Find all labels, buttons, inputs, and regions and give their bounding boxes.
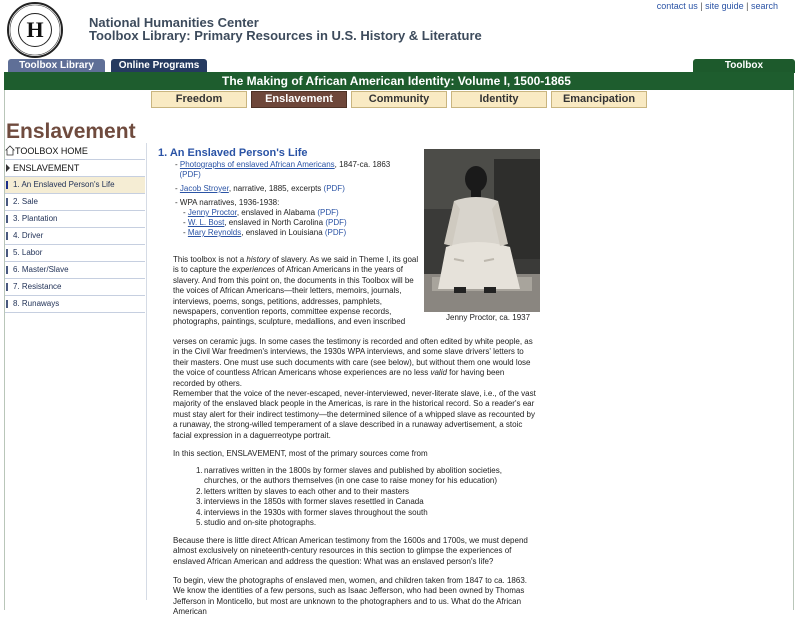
tab-toolbox[interactable]: Toolbox: [693, 59, 795, 73]
sidebar-item-label: TOOLBOX HOME: [15, 146, 88, 156]
text-emphasis: experiences: [232, 265, 276, 275]
sidebar-item-resistance[interactable]: [5, 279, 145, 296]
list-bullet: 4.: [196, 507, 203, 517]
arrow-right-icon: [6, 164, 10, 172]
mary-reynolds-link[interactable]: Mary Reynolds: [187, 228, 242, 237]
intro-paragraph: [173, 255, 423, 328]
list-item-text: narratives written in the 1800s by former slaves and published by abolition societies, churches, or the authors themselves (in one case to raise money for his education): [204, 466, 502, 486]
sidebar-item-label: 4. Driver: [13, 231, 44, 240]
seal-letter: H: [26, 17, 44, 42]
wpa-label: WPA narratives, 1936-1938:: [179, 198, 280, 207]
text-run: This toolbox is not a: [173, 255, 247, 264]
theme-tab-emancipation[interactable]: Emancipation: [551, 91, 647, 108]
sidebar-item-driver[interactable]: [5, 228, 145, 245]
wl-bost-link[interactable]: W. L. Bost: [187, 218, 225, 227]
list-bullet: 1.: [196, 466, 203, 475]
sidebar-item-plantation[interactable]: [5, 211, 145, 228]
resource-item: - Photographs of enslaved African Americans, 1847-ca. 1863 (PDF): [175, 160, 391, 179]
intro-paragraph-continued: [173, 337, 538, 389]
photographs-paragraph: To begin, view the photographs of enslaved men, women, and children taken from 1847 to ca. 1863. We know the identities of a few persons, such as Isaac Jefferson, who had been owned by Thomas Jefferson in Monticello, but most are unknown to the photographers and to us. What do the African American: [173, 576, 527, 617]
org-title[interactable]: National Humanities Center: [89, 15, 259, 30]
contact-us-link[interactable]: contact us: [656, 1, 698, 11]
theme-tab-freedom[interactable]: Freedom: [151, 91, 247, 108]
resource-list: [175, 160, 390, 242]
org-subtitle[interactable]: Toolbox Library: Primary Resources in U.S. History & Literature: [89, 28, 482, 43]
bullet-icon: [6, 215, 8, 223]
sidebar-item-label: 7. Resistance: [13, 282, 62, 291]
sidebar-item-label: 2. Sale: [13, 197, 38, 206]
list-item: [196, 466, 536, 487]
util-separator: |: [743, 1, 751, 11]
list-item-text: interviews in the 1930s with former slaves throughout the south: [204, 507, 428, 517]
search-link[interactable]: search: [750, 1, 778, 11]
list-item: [196, 518, 536, 528]
text-run: verses on ceramic jugs. In some cases the testimony is recorded and often edited by white people, as in the Civil War freedmen's interviews, the 1930s WPA interviews, and some slave drivers' letters to their masters. One must use such documents with care (see below), but without them one would lose the voice of countless African Americans whose experiences are no less: [173, 337, 533, 378]
photo-caption: Jenny Proctor, ca. 1937: [446, 313, 531, 322]
resource-date: , 1847-ca. 1863: [334, 160, 391, 169]
list-item-text: studio and on-site photographs.: [204, 518, 317, 528]
volume-title: The Making of African American Identity: Volume I, 1500-1865: [222, 74, 571, 88]
section-title: 1. An Enslaved Person's Life: [158, 147, 308, 159]
sidebar-item-label: 5. Labor: [13, 248, 43, 257]
sidebar-item-toolbox-home[interactable]: [5, 143, 145, 160]
sidebar-item-label: ENSLAVEMENT: [13, 163, 80, 173]
pdf-link[interactable]: (PDF): [317, 208, 339, 217]
sidebar-item-label: 1. An Enslaved Person's Life: [13, 180, 115, 189]
sub-resource: - W. L. Bost, enslaved in North Carolina (PDF): [183, 218, 347, 227]
list-item-text: letters written by slaves to each other and to their masters: [204, 486, 409, 496]
list-bullet: 5.: [196, 518, 203, 528]
pdf-link[interactable]: (PDF): [323, 184, 345, 193]
sidebar-item-runaways[interactable]: [5, 296, 145, 313]
nhc-seal-logo[interactable]: [7, 2, 63, 58]
sidebar-item-label: 6. Master/Slave: [13, 265, 69, 274]
bullet-icon: [6, 249, 8, 257]
theme-tab-identity[interactable]: Identity: [451, 91, 547, 108]
bullet-icon: [6, 300, 8, 308]
jacob-stroyer-link[interactable]: Jacob Stroyer: [179, 184, 229, 193]
pdf-link[interactable]: (PDF): [324, 228, 347, 237]
sub-resource-desc: , enslaved in Alabama: [236, 208, 318, 217]
tab-online-programs[interactable]: Online Programs: [111, 59, 207, 73]
sidebar-item-master-slave[interactable]: [5, 262, 145, 279]
theme-tab-community[interactable]: Community: [351, 91, 447, 108]
jenny-proctor-link[interactable]: Jenny Proctor: [187, 208, 237, 217]
sidebar-item-enslavement[interactable]: [5, 160, 145, 177]
sources-paragraph: In this section, ENSLAVEMENT, most of the primary sources come from: [173, 449, 428, 458]
util-separator: |: [697, 1, 706, 11]
text-run: for having been recorded by others.: [173, 368, 505, 388]
sidebar: [5, 143, 145, 313]
sidebar-item-label: 8. Runaways: [13, 299, 60, 308]
tab-toolbox-library[interactable]: Toolbox Library: [8, 59, 105, 73]
photographs-link[interactable]: Photographs of enslaved African Americans: [179, 160, 335, 169]
list-item: [196, 487, 536, 497]
sub-resource-desc: , enslaved in North Carolina: [224, 218, 326, 227]
list-bullet: 2.: [196, 486, 203, 496]
bullet-icon: [6, 232, 8, 240]
voice-paragraph: Remember that the voice of the never-escaped, never-interviewed, never-literate slave, i.e., of the vast majority of the enslaved black people in the Americas, is rare in the historical record. So a reader's ear must stay alert for their indirect testimony—the determined silence of a whipped slave as recounted by a runaway, the strong-willed temperament of a slave described in a runaway advertisement, a stoic facial expression in a daguerreotype portrait.: [173, 389, 536, 440]
sidebar-item-sale[interactable]: [5, 194, 145, 211]
text-run: of slavery. As we said in Theme I, its goal is to capture the: [173, 255, 419, 275]
bullet-icon: [6, 283, 8, 291]
portrait-image: [424, 149, 540, 312]
list-bullet: 3.: [196, 497, 203, 507]
list-item: [196, 497, 536, 507]
resource-item: - WPA narratives, 1936-1938: - Jenny Proctor, enslaved in Alabama (PDF) - W. L. Bost, enslaved in North Carolina (PDF) - Mary Reynolds, enslaved in Louisiana (PDF): [175, 198, 390, 238]
bullet-icon: [6, 266, 8, 274]
sub-resource: - Jenny Proctor, enslaved in Alabama (PDF): [183, 208, 339, 217]
testimony-paragraph: Because there is little direct African American testimony from the 1600s and 1700s, we must depend almost exclusively on nineteenth-century resources in this section to glimpse the experiences of enslaved African American and address the question: What was an enslaved person's life?: [173, 536, 528, 566]
theme-tab-enslavement[interactable]: Enslavement: [251, 91, 347, 108]
resource-item: - Jacob Stroyer, narrative, 1885, excerpts (PDF): [175, 184, 345, 193]
sidebar-item-enslaved-persons-life[interactable]: [5, 177, 145, 194]
sources-list: [196, 466, 536, 528]
sub-resource-desc: , enslaved in Louisiana: [241, 228, 325, 237]
home-icon: [6, 146, 14, 155]
pdf-link[interactable]: (PDF): [325, 218, 347, 227]
list-item-text: interviews in the 1850s with former slaves resettled in Canada: [204, 497, 424, 507]
pdf-link[interactable]: (PDF): [179, 170, 201, 179]
jenny-proctor-photo: [424, 149, 540, 312]
sidebar-item-label: 3. Plantation: [13, 214, 58, 223]
resource-desc: , narrative, 1885, excerpts: [228, 184, 324, 193]
page-title: Enslavement: [6, 120, 136, 143]
sub-resource: - Mary Reynolds, enslaved in Louisiana (PDF): [183, 228, 347, 237]
utility-links: [657, 1, 778, 11]
text-emphasis: history: [246, 255, 270, 264]
sidebar-divider: [146, 143, 147, 600]
bullet-icon: [6, 181, 8, 189]
sidebar-item-labor[interactable]: [5, 245, 145, 262]
site-guide-link[interactable]: site guide: [705, 1, 744, 11]
text-emphasis: valid: [430, 368, 447, 378]
list-item: [196, 508, 536, 518]
bullet-icon: [6, 198, 8, 206]
text-run: of African Americans in the years of slavery. And from this point on, the documents in this Toolbox will be the voices of African Americans—their letters, memoirs, journals, interviews, poems, songs, petitions, addresses, pamphlets, newspapers, convention reports, committee expense records, photographs, paintings, sculpture, medallions, and even inscribed: [173, 265, 414, 327]
